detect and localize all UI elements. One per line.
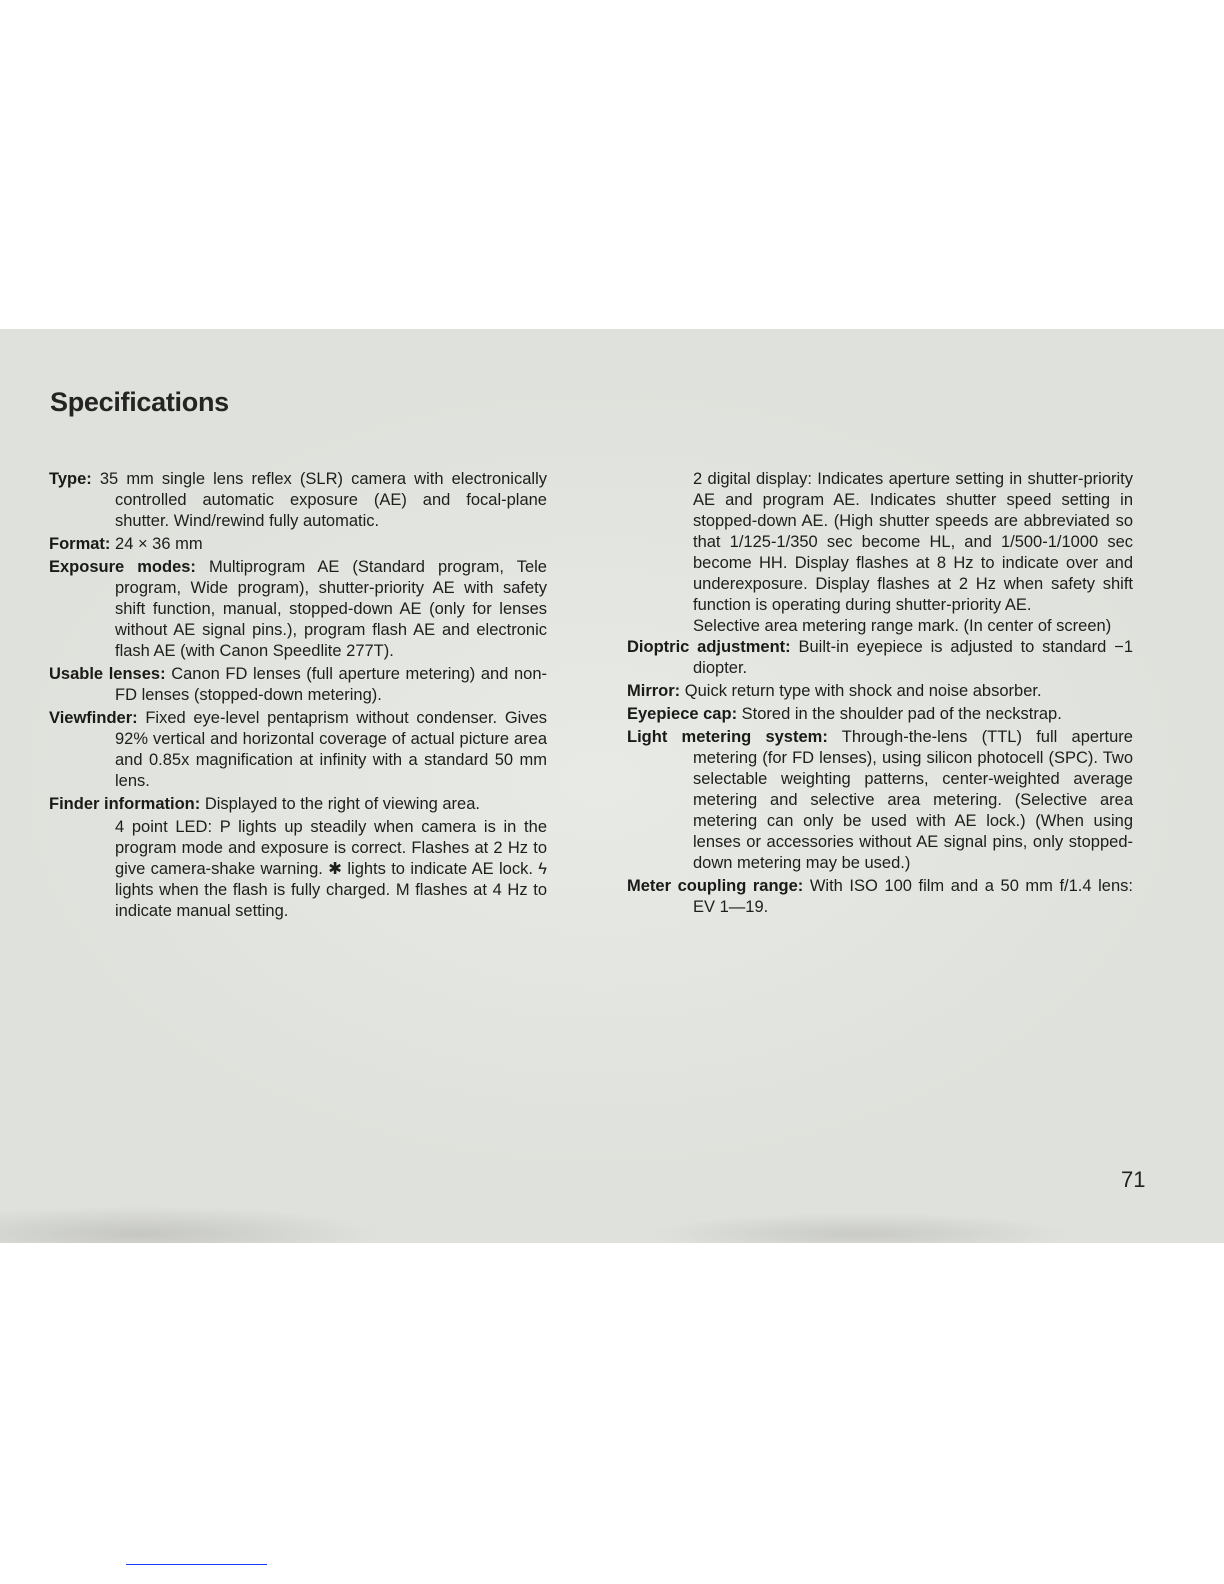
footer-rule xyxy=(126,1564,267,1565)
spec-term: Mirror: xyxy=(627,682,681,700)
spec-term: Usable lenses: xyxy=(49,665,166,683)
page-title: Specifications xyxy=(50,387,229,417)
finder-digital-display-description: 2 digital display: Indicates aperture setting in shutter-priority AE and program AE. Indicates shutter speed setting in stopped-down AE. (High shutter speeds are abbreviated so that 1/125-1/350 sec become HL, and 1/500-1/1000 sec become HH. Display flashes at 8 Hz to indicate over and underexposure. Display flashes at 2 Hz when safety shift function is operating during shutter-priority AE. xyxy=(693,470,1133,614)
spec-usable-lenses xyxy=(49,664,547,706)
right-column xyxy=(627,469,1133,920)
spec-text: Displayed to the right of viewing area. xyxy=(204,795,480,813)
spec-term: Viewfinder: xyxy=(49,709,138,727)
spec-mirror xyxy=(627,681,1133,702)
finder-selective-area-mark: Selective area metering range mark. (In center of screen) xyxy=(693,617,1112,635)
spec-text: 35 mm single lens reflex (SLR) camera with electronically controlled automatic exposure (AE) and focal-plane shutter. Wind/rewind fully automatic. xyxy=(99,470,547,530)
spec-term: Light metering system: xyxy=(627,728,828,746)
spec-light-metering-system xyxy=(627,727,1133,874)
spec-text: Quick return type with shock and noise absorber. xyxy=(684,682,1042,700)
spec-type xyxy=(49,469,547,532)
spec-term: Finder information: xyxy=(49,795,201,813)
spec-term: Meter coupling range: xyxy=(627,877,804,895)
spec-text: Built-in eyepiece is adjusted to standard −1 diopter. xyxy=(693,638,1133,677)
spec-dioptric-adjustment xyxy=(627,637,1133,679)
page-number: 71 xyxy=(1121,1167,1146,1192)
spec-text: Through-the-lens (TTL) full aperture metering (for FD lenses), using silicon photocell (SPC). Two selectable weighting patterns, center-weighted average metering and selective area metering. (Selective area metering can only be used with AE lock.) (When using lenses or accessories without AE signal pins, only stopped-down metering may be used.) xyxy=(693,728,1133,872)
spec-text: With ISO 100 film and a 50 mm f/1.4 lens: EV 1—19. xyxy=(693,877,1133,916)
spec-text: Stored in the shoulder pad of the neckstrap. xyxy=(741,705,1062,723)
spec-format xyxy=(49,534,547,555)
spec-exposure-modes xyxy=(49,557,547,662)
spec-term: Exposure modes: xyxy=(49,558,196,576)
spec-text: Canon FD lenses (full aperture metering) and non-FD lenses (stopped-down metering). xyxy=(115,665,547,704)
spec-term: Dioptric adjustment: xyxy=(627,638,791,656)
spec-term: Eyepiece cap: xyxy=(627,705,738,723)
spec-finder-information xyxy=(49,794,547,815)
finder-led-description: 4 point LED: P lights up steadily when camera is in the program mode and exposure is correct. Flashes at 2 Hz to give camera-shake warning. ✱ lights to indicate AE lock. ϟ lights when the flash is fully charged. M flashes at 4 Hz to indicate manual setting. xyxy=(115,818,547,920)
scanned-page xyxy=(0,329,1224,1243)
spec-term: Format: xyxy=(49,535,111,553)
spec-term: Type: xyxy=(49,470,92,488)
spec-viewfinder xyxy=(49,708,547,792)
spec-text: Multiprogram AE (Standard program, Tele program, Wide program), shutter-priority AE with safety shift function, manual, stopped-down AE (only for lenses without AE signal pins.), program flash AE and electronic flash AE (with Canon Speedlite 277T). xyxy=(115,558,547,660)
spec-eyepiece-cap xyxy=(627,704,1133,725)
spec-text: 24 × 36 mm xyxy=(115,535,203,553)
spec-meter-coupling-range xyxy=(627,876,1133,918)
left-column xyxy=(49,469,547,922)
spec-text: Fixed eye-level pentaprism without condenser. Gives 92% vertical and horizontal coverage of actual picture area and 0.85x magnification at infinity with a standard 50 mm lens. xyxy=(115,709,547,790)
